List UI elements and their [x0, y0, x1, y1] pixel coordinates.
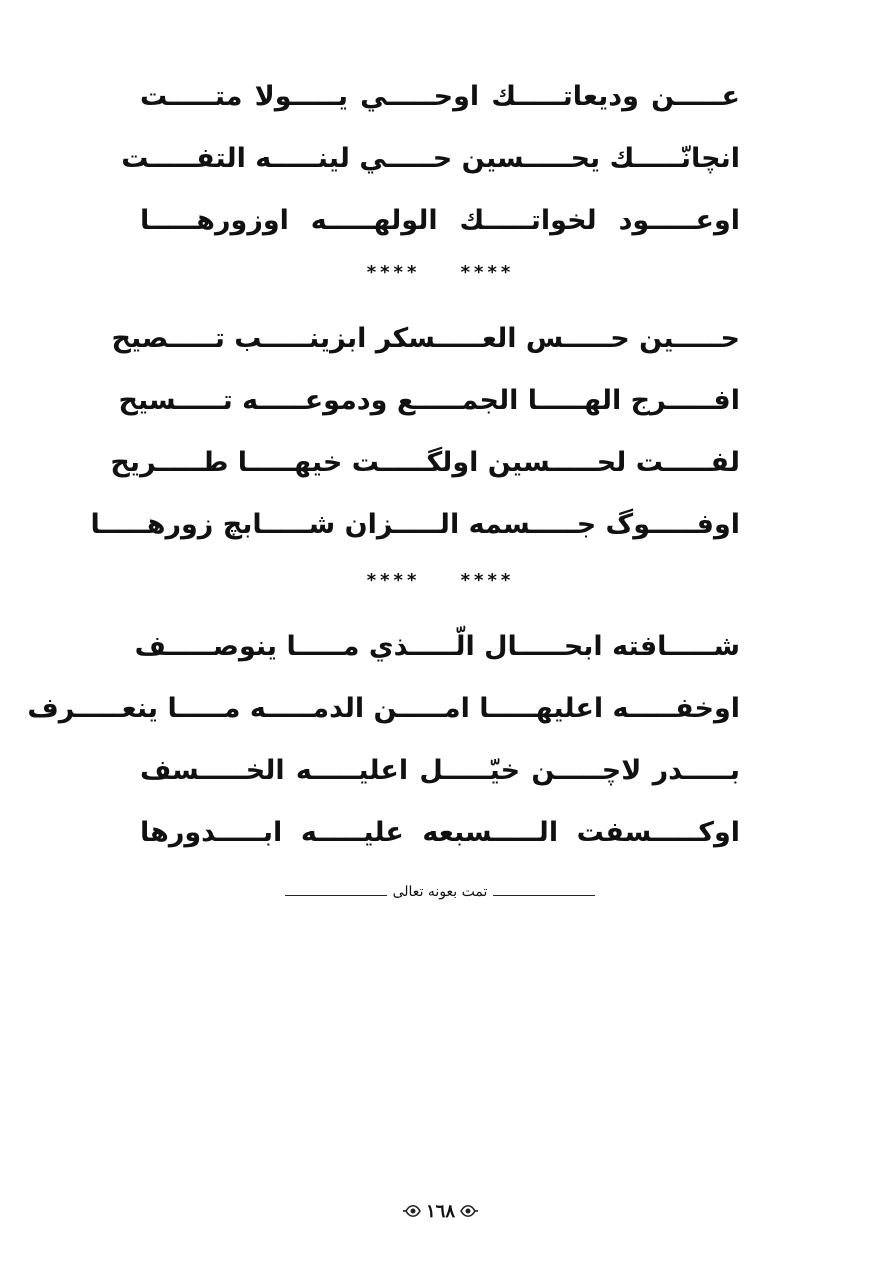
- verse-line: اوكـــــسفت الـــــسبعه عليـــــه ابـــــدورها: [140, 817, 740, 848]
- verse-line: اوعـــــود لخواتـــــك الولهـــــه اوزورهـــــا: [140, 205, 740, 236]
- stanza-separator: **** ****: [366, 570, 515, 591]
- verse-line: انچانّـــــك يحـــــسين حـــــي لينـــــه التفـــــت: [121, 143, 740, 174]
- verse-line: بـــــدر لاچـــــن خيّـــــل اعليـــــه الخـــــسف: [140, 755, 740, 786]
- ending-text: تمت بعونه تعالى: [392, 884, 488, 900]
- ornament-icon: [402, 1200, 424, 1222]
- ending-rule-left: [285, 895, 387, 896]
- verse-line: عـــــن وديعاتـــــك اوحـــــي يـــــولا متـــــت: [140, 81, 740, 112]
- ornament-icon: [457, 1200, 479, 1222]
- ending-rule-right: [493, 895, 595, 896]
- stanza-1: [121, 81, 740, 268]
- page-number: ١٦٨: [426, 1200, 456, 1222]
- verse-line: افـــــرج الهـــــا الجمـــــع ودموعـــــه تـــــسيح: [118, 385, 740, 416]
- verse-line: شـــــافته ابحـــــال الّـــــذي مـــــا ينوصـــــف: [134, 631, 740, 662]
- verse-line: لفـــــت لحـــــسين اولگـــــت خيهـــــا طـــــريح: [110, 447, 740, 478]
- verse-line: اوفـــــوگ جـــــسمه الـــــزان شـــــابچ زورهـــــا: [90, 509, 740, 540]
- verse-line: حـــــين حـــــس العـــــسكر ابزينـــــب تـــــصيح: [111, 323, 740, 354]
- stanza-separator: **** ****: [366, 262, 515, 283]
- poem-ending: [285, 884, 595, 900]
- stanza-2: [90, 323, 740, 572]
- verse-line: اوخفـــــه اعليهـــــا امـــــن الدمـــــه مـــــا ينعـــــرف: [27, 693, 740, 724]
- page-number-block: [0, 1200, 881, 1222]
- stanza-3: [27, 631, 740, 880]
